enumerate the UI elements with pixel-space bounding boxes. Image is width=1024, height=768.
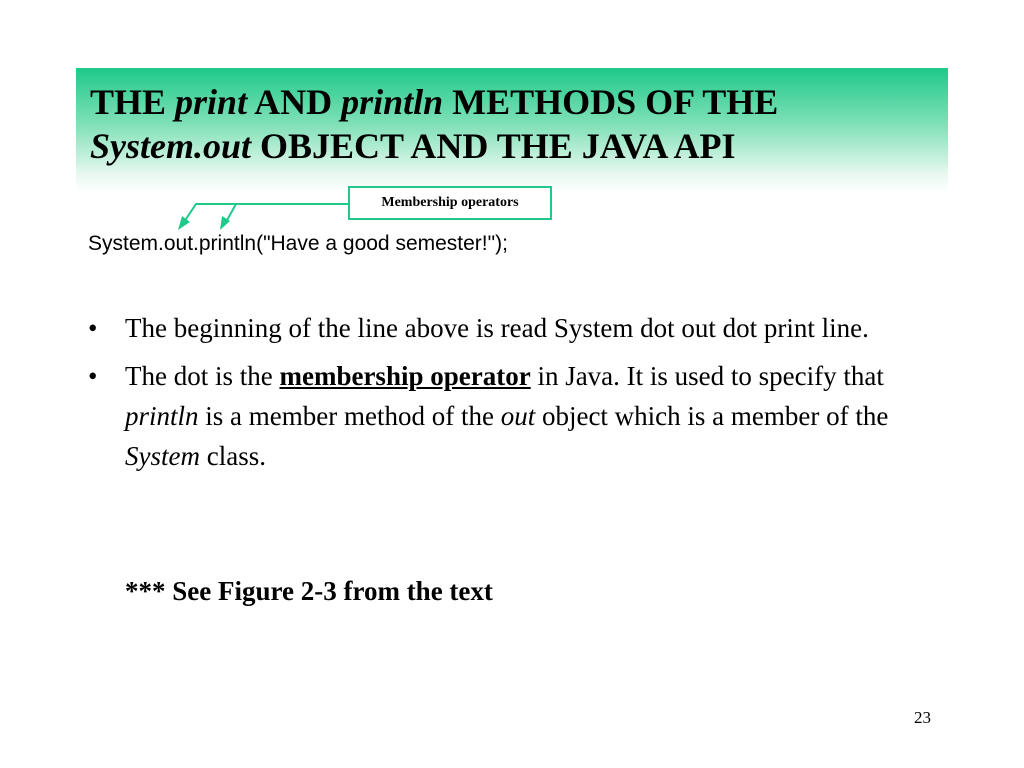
bullet-text-part: in Java. It is used to specify that — [530, 361, 884, 391]
code-line: System.out.println("Have a good semester!"); — [88, 232, 508, 255]
see-figure-note: *** See Figure 2-3 from the text — [125, 576, 493, 606]
callout-connector-line — [184, 204, 348, 222]
em-system: System — [125, 441, 200, 471]
membership-operators-callout: Membership operators — [348, 186, 552, 220]
em-println: println — [125, 401, 199, 431]
bullet-text-part: is a member method of the — [198, 401, 501, 431]
em-out: out — [500, 401, 536, 431]
bullet-text-part: object which is a member of the — [535, 401, 889, 431]
bullet-item — [88, 308, 948, 348]
title-methods: METHODS OF THE — [452, 82, 779, 122]
title-system-out: System.out — [90, 126, 252, 166]
bullet-item — [88, 356, 948, 476]
title-println: println — [341, 82, 444, 122]
title-the: THE — [90, 82, 167, 122]
callout-branch-line — [226, 204, 236, 222]
bullet-text-part: class. — [199, 441, 266, 471]
page-number: 23 — [914, 708, 931, 727]
title-rest: OBJECT AND THE JAVA API — [260, 126, 736, 166]
bullet-list — [88, 308, 948, 484]
bullet-icon: • — [88, 361, 98, 391]
title-and: AND — [254, 82, 333, 122]
bullet-text: The beginning of the line above is read System dot out dot print line. — [125, 313, 869, 343]
bullet-text-part: The dot is the — [125, 361, 280, 391]
arrowhead-icon — [178, 216, 190, 230]
title-print: print — [175, 82, 248, 122]
membership-operator-term: membership operator — [279, 361, 531, 391]
bullet-icon: • — [88, 313, 98, 343]
